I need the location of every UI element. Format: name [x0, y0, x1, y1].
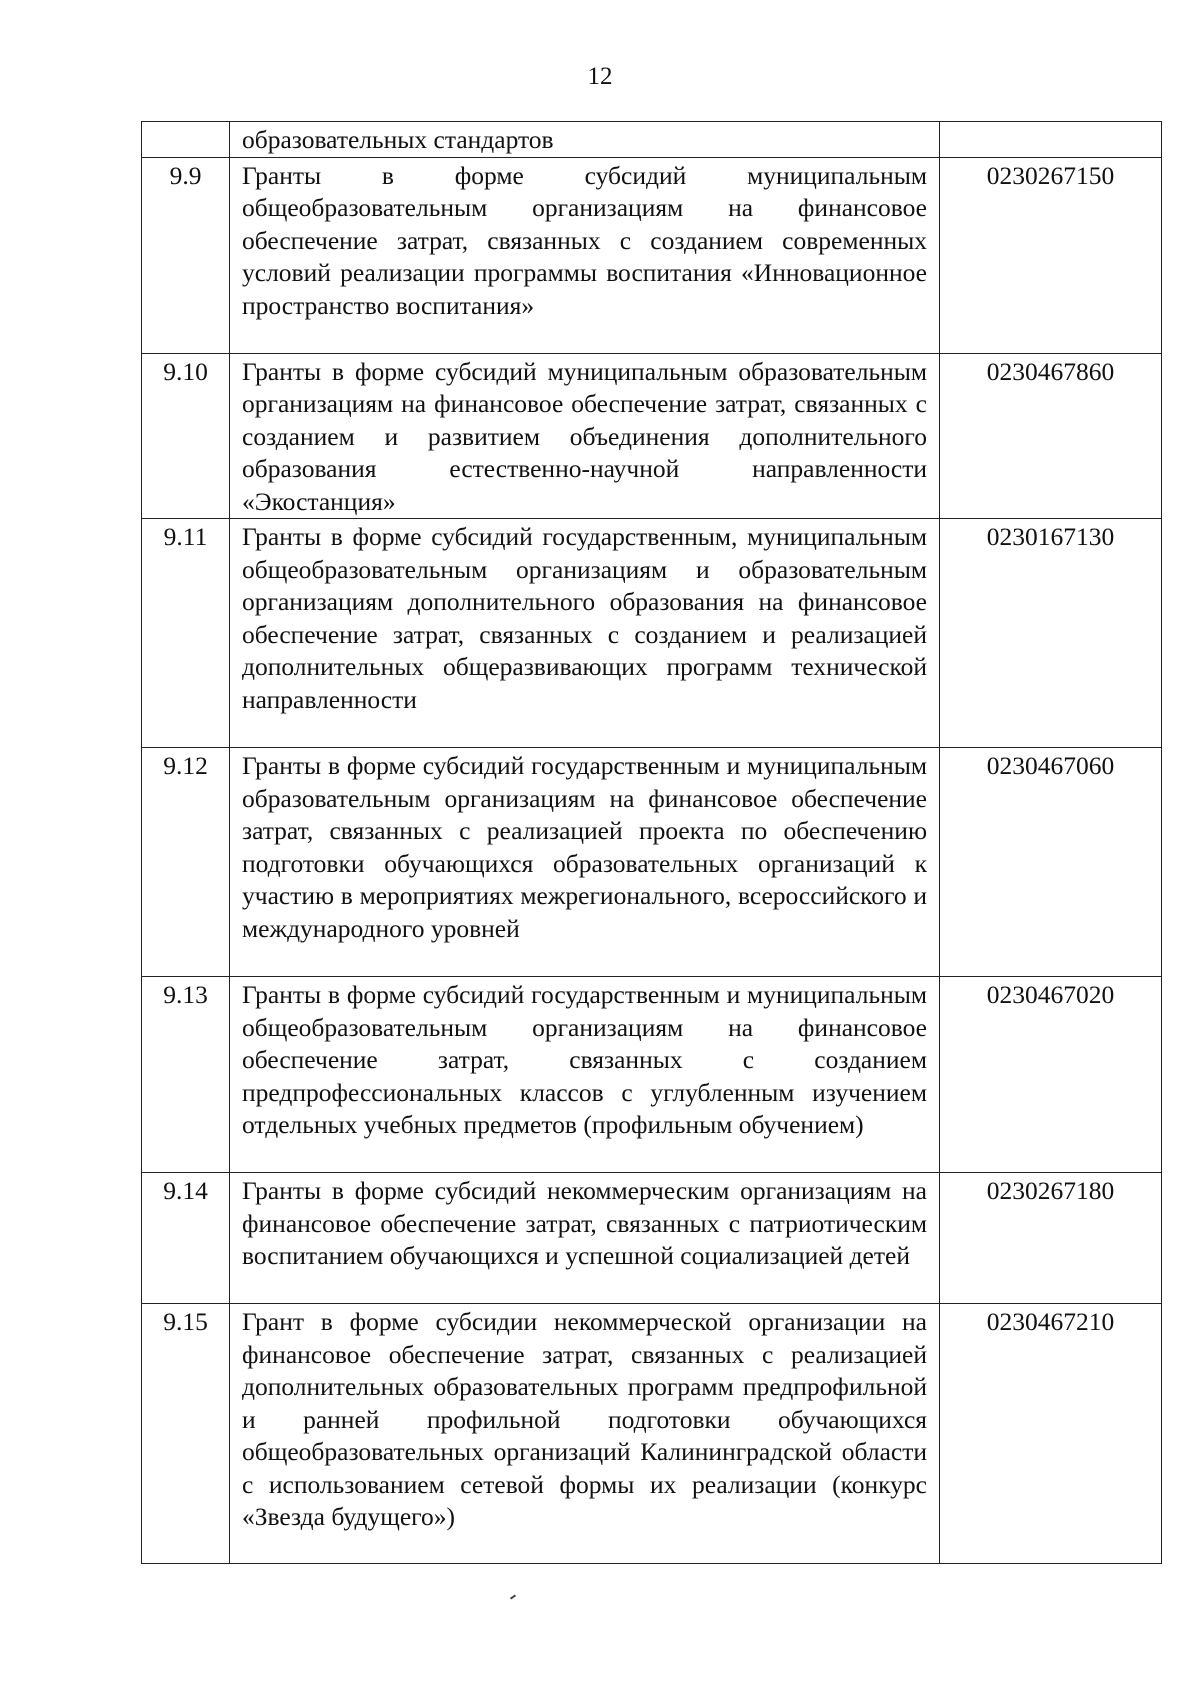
row-code: 0230267150	[940, 157, 1162, 353]
row-number: 9.10	[142, 353, 230, 519]
row-code: 0230467020	[940, 977, 1162, 1173]
row-description: Гранты в форме субсидий государственным, муниципальным общеобразовательным организациям и образовательным организациям дополнительного образования на финансовое обеспечение затрат, связанных с созданием и реализацией дополнительных общеразвивающих программ технической направленности	[230, 519, 940, 748]
row-description: Гранты в форме субсидий муниципальным общеобразовательным организациям на финансовое обеспечение затрат, связанных с созданием современных условий реализации программы воспитания «Инновационное пространство воспитания»	[230, 157, 940, 353]
table-row	[142, 122, 1162, 158]
page-number: 12	[587, 63, 613, 90]
row-description: образовательных стандартов	[230, 122, 940, 158]
row-number: 9.9	[142, 157, 230, 353]
grants-table	[141, 121, 1162, 1564]
row-code: 0230467060	[940, 748, 1162, 977]
row-number	[142, 122, 230, 158]
table-row	[142, 1173, 1162, 1304]
table-row	[142, 748, 1162, 977]
row-number: 9.11	[142, 519, 230, 748]
row-description: Гранты в форме субсидий государственным и муниципальным образовательным организациям на финансовое обеспечение затрат, связанных с реализацией проекта по обеспечению подготовки обучающихся образовательных организаций к участию в мероприятиях межрегионального, всероссийского и международного уровней	[230, 748, 940, 977]
row-number: 9.15	[142, 1304, 230, 1564]
table-row	[142, 1304, 1162, 1564]
table-row	[142, 977, 1162, 1173]
row-number: 9.14	[142, 1173, 230, 1304]
table-row	[142, 519, 1162, 748]
row-description: Гранты в форме субсидий некоммерческим организациям на финансовое обеспечение затрат, связанных с патриотическим воспитанием обучающихся и успешной социализацией детей	[230, 1173, 940, 1304]
row-code: 0230467210	[940, 1304, 1162, 1564]
row-number: 9.12	[142, 748, 230, 977]
table-row	[142, 353, 1162, 519]
row-description: Гранты в форме субсидий государственным и муниципальным общеобразовательным организациям на финансовое обеспечение затрат, связанных с созданием предпрофессиональных классов с углубленным изучением отдельных учебных предметов (профильным обучением)	[230, 977, 940, 1173]
row-description: Гранты в форме субсидий муниципальным образовательным организациям на финансовое обеспечение затрат, связанных с созданием и развитием объединения дополнительного образования естественно-научной направленности «Экостанция»	[230, 353, 940, 519]
row-code: 0230467860	[940, 353, 1162, 519]
stray-mark	[510, 1594, 516, 1599]
row-code: 0230267180	[940, 1173, 1162, 1304]
row-number: 9.13	[142, 977, 230, 1173]
table-row	[142, 157, 1162, 353]
row-code	[940, 122, 1162, 158]
row-description: Грант в форме субсидии некоммерческой организации на финансовое обеспечение затрат, связанных с реализацией дополнительных образовательных программ предпрофильной и ранней профильной подготовки обучающихся общеобразовательных организаций Калининградской области с использованием сетевой формы их реализации (конкурс «Звезда будущего»)	[230, 1304, 940, 1564]
row-code: 0230167130	[940, 519, 1162, 748]
